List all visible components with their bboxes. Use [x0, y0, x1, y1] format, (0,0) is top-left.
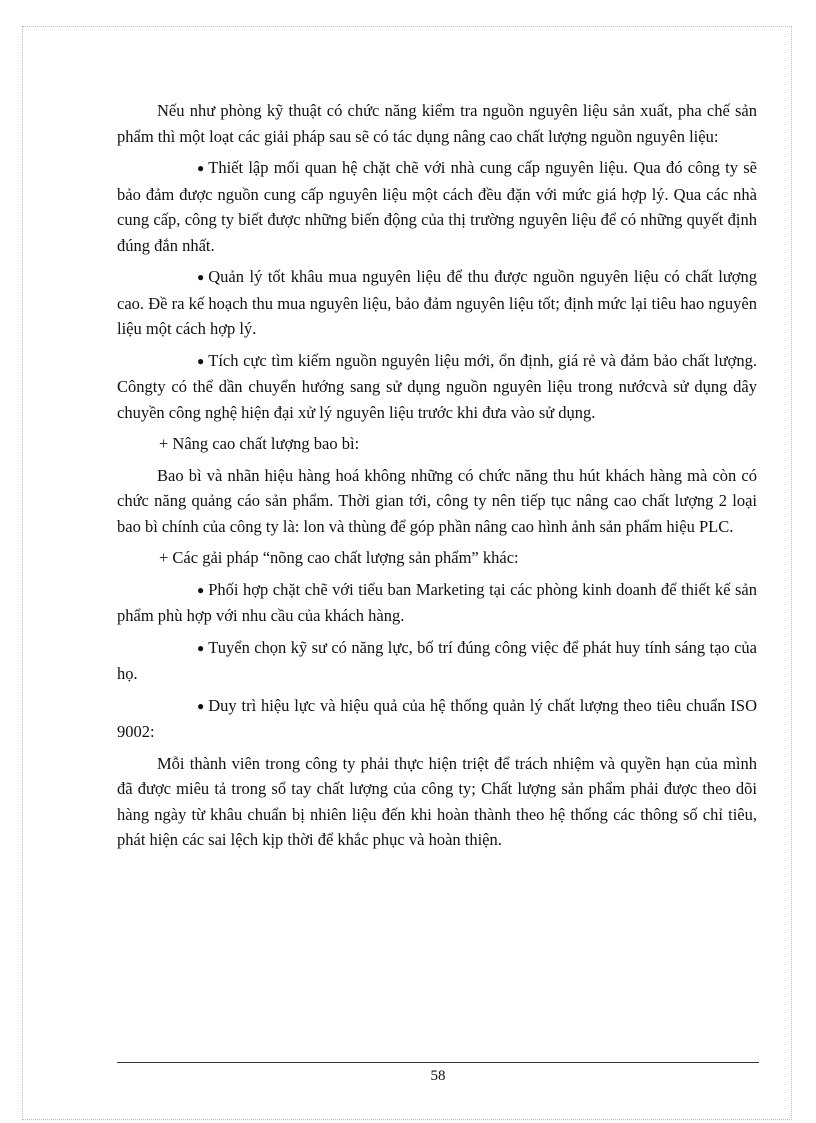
heading-packaging: + Nâng cao chất lượng bao bì: — [159, 434, 360, 453]
bullet-icon: ● — [197, 640, 205, 655]
packaging-paragraph: Bao bì và nhãn hiệu hàng hoá không những có chức năng thu hút khách hàng mà còn có chức năng quảng cáo sản phẩm. Thời gian tới, công ty nên tiếp tục nâng cao chất lượng 2 loại bao bì chính của công ty là: lon và thùng để góp phần nâng cao hình ảnh sản phẩm hiệu PLC. — [117, 465, 757, 536]
closing-paragraph: Mỗi thành viên trong công ty phải thực hiện triệt để trách nhiệm và quyền hạn của mình đã được miêu tả trong sổ tay chất lượng của công ty; Chất lượng sản phẩm phải được theo dõi hàng ngày từ khâu chuẩn bị nhiên liệu đến khi hoàn thành theo hệ thống các thông số chỉ tiêu, phát hiện các sai lệch kịp thời để khắc phục và hoàn thiện. — [117, 753, 757, 849]
bullet-icon: ● — [197, 353, 205, 368]
bullet-icon: ● — [197, 698, 205, 713]
bullet-supplier-relationship — [117, 155, 757, 258]
bullet-iso-9002 — [117, 693, 757, 745]
page-number: 58 — [430, 1068, 446, 1084]
bullet-text: Thiết lập mối quan hệ chặt chẽ với nhà cung cấp nguyên liệu. Qua đó công ty sẽ bảo đảm được nguồn cung cấp nguyên liệu một cách đều đặn với mức giá hợp lý. Qua các nhà cung cấp, công ty biết được những biến động của thị trường nguyên liệu để có những quyết định đúng đắn nhất. — [117, 158, 757, 255]
bullet-engineer-recruitment — [117, 635, 757, 687]
bullet-text: Duy trì hiệu lực và hiệu quả của hệ thống quản lý chất lượng theo tiêu chuẩn ISO 9002: — [117, 695, 757, 741]
document-body — [117, 98, 757, 859]
bullet-icon: ● — [197, 270, 205, 284]
bullet-text: Quản lý tốt khâu mua nguyên liệu để thu được nguồn nguyên liệu có chất lượng cao. Đề ra kế hoạch thu mua nguyên liệu, bảo đảm nguyên liệu tốt; định mức lại tiêu hao nguyên liệu một cách hợp lý. — [117, 267, 757, 338]
bullet-marketing-coordination — [117, 577, 757, 629]
bullet-purchasing-management — [117, 264, 757, 342]
footer-divider — [117, 1062, 759, 1063]
bullet-text: Tuyển chọn kỹ sư có năng lực, bố trí đúng công việc để phát huy tính sáng tạo của họ. — [117, 637, 757, 683]
bullet-icon: ● — [197, 161, 205, 175]
bullet-icon: ● — [197, 582, 205, 597]
bullet-text: Phối hợp chặt chẽ với tiểu ban Marketing tại các phòng kinh doanh để thiết kế sản phẩm phù hợp với nhu cầu của khách hàng. — [117, 579, 757, 625]
bullet-new-sources — [117, 348, 757, 426]
intro-paragraph: Nếu như phòng kỹ thuật có chức năng kiểm tra nguồn nguyên liệu sản xuất, pha chế sản phẩm thì một loạt các giải pháp sau sẽ có tác dụng nâng cao chất lượng nguồn nguyên liệu: — [117, 101, 757, 146]
bullet-text: Tích cực tìm kiếm nguồn nguyên liệu mới, ổn định, giá rẻ và đảm bảo chất lượng. Côngty có thể dần chuyển hướng sang sử dụng nguồn nguyên liệu trong nướcvà sử dụng dây chuyền công nghệ hiện đại xử lý nguyên liệu trước khi đưa vào sử dụng. — [117, 350, 757, 422]
heading-other-solutions: + Các gải pháp “nõng cao chất lượng sản phẩm” khác: — [159, 548, 519, 567]
